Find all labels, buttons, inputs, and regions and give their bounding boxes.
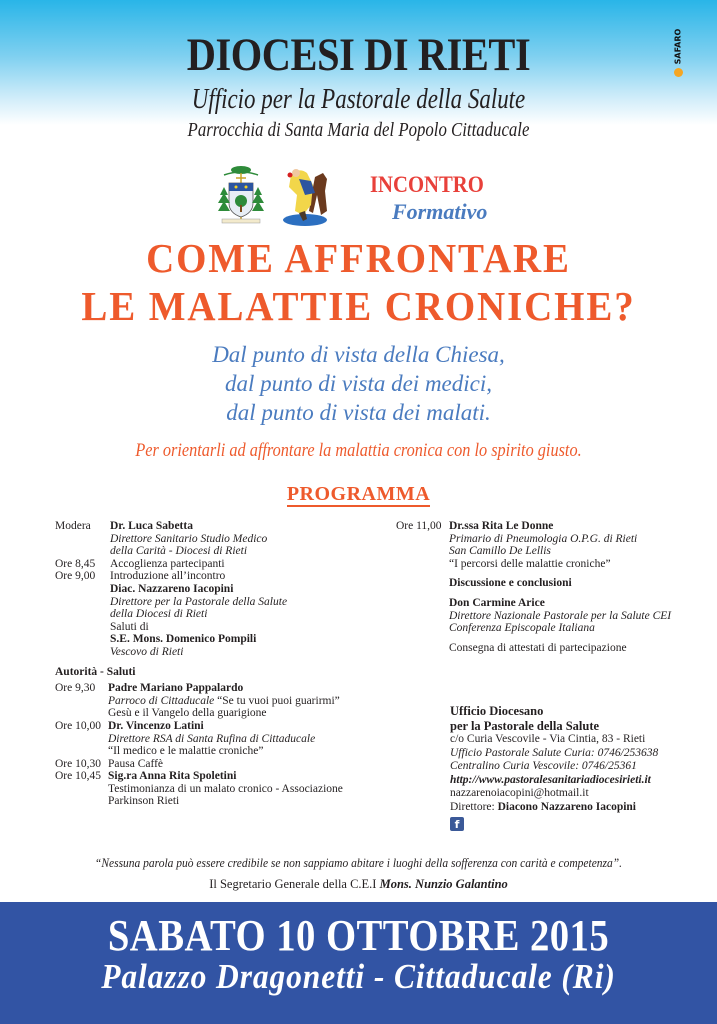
- office-subtitle: Ufficio per la Pastorale della Salute: [191, 84, 526, 115]
- talk2-speaker: Dr. Vincenzo Latini: [108, 719, 204, 732]
- bishop-name: S.E. Mons. Domenico Pompili: [110, 633, 257, 646]
- quote-text: “Nessuna parola può essere credibile se non sappiamo abitare i luoghi della sofferenza con carità e competenza”.: [94, 856, 623, 870]
- diocese-title: DIOCESI DI RIETI: [186, 29, 531, 81]
- program-item-break: [55, 758, 375, 771]
- moderator-role-1: Direttore Sanitario Studio Medico: [110, 532, 268, 545]
- closing-role-2: Conferenza Episcopale Italiana: [449, 622, 595, 635]
- office-director: [450, 801, 710, 815]
- event-date: SABATO 10 OTTOBRE 2015: [107, 911, 610, 960]
- event-venue: Palazzo Dragonetti - Cittaducale (Ri): [101, 957, 616, 996]
- designer-logo-icon: [674, 68, 683, 77]
- closing-speaker: Don Carmine Arice: [449, 596, 545, 609]
- authorities-heading: Autorità - Saluti: [55, 665, 136, 678]
- welcome-text: Accoglienza partecipanti: [110, 557, 225, 570]
- intro-role-2: della Diocesi di Rieti: [110, 608, 208, 621]
- designer-credit-text: SAFARO: [673, 28, 683, 65]
- office-name-1: Ufficio Diocesano: [450, 704, 544, 718]
- bishop-role: Vescovo di Rieti: [110, 645, 184, 658]
- program-left-column: [55, 520, 375, 808]
- program-item-talk-2: [55, 720, 375, 758]
- talk1-role: Parroco di Cittaducale: [108, 694, 215, 707]
- attribution-name: Mons. Nunzio Galantino: [379, 877, 508, 891]
- office-name-2: per la Pastorale della Salute: [450, 718, 600, 733]
- talk4-speaker: Dr.ssa Rita Le Donne: [449, 520, 554, 532]
- program-item-intro: [55, 570, 375, 658]
- program-item-talk-3: [55, 770, 375, 808]
- break-text: Pausa Caffè: [108, 757, 164, 770]
- program-heading-text: PROGRAMMA: [286, 483, 431, 505]
- program-item-moderator: [55, 520, 375, 558]
- moderator-role-2: della Carità - Diocesi di Rieti: [110, 545, 248, 558]
- talk1-speaker: Padre Mariano Pappalardo: [108, 682, 244, 695]
- closing-role-1: Direttore Nazionale Pastorale per la Salute CEI: [449, 609, 672, 622]
- program-item-talk-4: [396, 520, 696, 654]
- office-contact-block: [450, 704, 710, 833]
- talk3-time: Ore 10,45: [55, 770, 101, 783]
- event-type-formativo: Formativo: [392, 199, 488, 224]
- office-address: c/o Curia Vescovile - Via Cintia, 83 - Rieti: [450, 733, 646, 745]
- director-name: Diacono Nazzareno Iacopini: [497, 800, 636, 813]
- quote-attribution: [0, 876, 717, 892]
- talk4-role-2: San Camillo De Lellis: [449, 545, 551, 558]
- perspective-patients: dal punto di vista dei malati.: [226, 400, 491, 425]
- break-time: Ore 10,30: [55, 757, 101, 770]
- talk2-role: Direttore RSA di Santa Rufina di Cittaducale: [108, 732, 316, 745]
- designer-credit: [673, 28, 685, 78]
- talk2-title: “Il medico e le malattie croniche”: [108, 745, 264, 758]
- certificates-text: Consegna di attestati di partecipazione: [449, 641, 627, 654]
- perspective-church: Dal punto di vista della Chiesa,: [212, 342, 505, 367]
- intro-greeting: Saluti di: [110, 620, 149, 633]
- program-item-talk-1: [55, 682, 375, 720]
- talk1-title: “Se tu vuoi puoi guarirmi”: [217, 694, 340, 707]
- office-email-link[interactable]: nazzarenoiacopini@hotmail.it: [450, 787, 589, 799]
- talk1-subtitle: Gesù e il Vangelo della guarigione: [108, 707, 267, 720]
- facebook-icon[interactable]: f: [450, 817, 464, 831]
- talk1-time: Ore 9,30: [55, 682, 96, 695]
- office-phone-2: Centralino Curia Vescovile: 0746/25361: [450, 760, 637, 772]
- program-right-column: [396, 520, 696, 654]
- purpose-statement: Per orientarli ad affrontare la malattia cronica con lo spirito giusto.: [135, 441, 582, 461]
- talk3-text-2: Parkinson Rieti: [108, 795, 180, 808]
- perspective-doctors: dal punto di vista dei medici,: [224, 371, 492, 396]
- headline-line-1: COME AFFRONTARE: [146, 235, 571, 281]
- headline-line-2: LE MALATTIE CRONICHE?: [81, 283, 636, 329]
- episcopal-coat-of-arms-icon: [214, 165, 268, 227]
- saint-with-horse-icon: [281, 165, 333, 227]
- attribution-prefix: Il Segretario Generale della C.E.I: [209, 877, 377, 891]
- intro-text: Introduzione all’incontro: [110, 570, 226, 583]
- discussion-heading: Discussione e conclusioni: [449, 577, 572, 590]
- program-heading: [0, 482, 717, 506]
- director-label: Direttore:: [450, 800, 495, 813]
- office-website-link[interactable]: http://www.pastoralesanitariadiocesirieti.it: [450, 773, 651, 786]
- parish-name: Parrocchia di Santa Maria del Popolo Cittaducale: [187, 119, 530, 141]
- talk4-title: “I percorsi delle malattie croniche”: [449, 557, 611, 570]
- talk4-time: Ore 11,00: [396, 520, 442, 532]
- intro-role-1: Direttore per la Pastorale della Salute: [110, 595, 288, 608]
- talk4-role-1: Primario di Pneumologia O.P.G. di Rieti: [449, 532, 638, 545]
- event-type-incontro: INCONTRO: [370, 172, 484, 197]
- talk3-text-1: Testimonianza di un malato cronico - Associazione: [108, 782, 343, 795]
- intro-time: Ore 9,00: [55, 570, 96, 583]
- moderator-name: Dr. Luca Sabetta: [110, 520, 193, 532]
- moderator-label: Modera: [55, 520, 91, 532]
- welcome-time: Ore 8,45: [55, 557, 96, 570]
- program-item-welcome: [55, 558, 375, 571]
- talk3-speaker: Sig.ra Anna Rita Spoletini: [108, 770, 237, 783]
- talk2-time: Ore 10,00: [55, 719, 101, 732]
- office-phone-1: Ufficio Pastorale Salute Curia: 0746/253638: [450, 746, 659, 759]
- intro-speaker: Diac. Nazzareno Iacopini: [110, 582, 234, 595]
- perspectives-block: [0, 340, 717, 427]
